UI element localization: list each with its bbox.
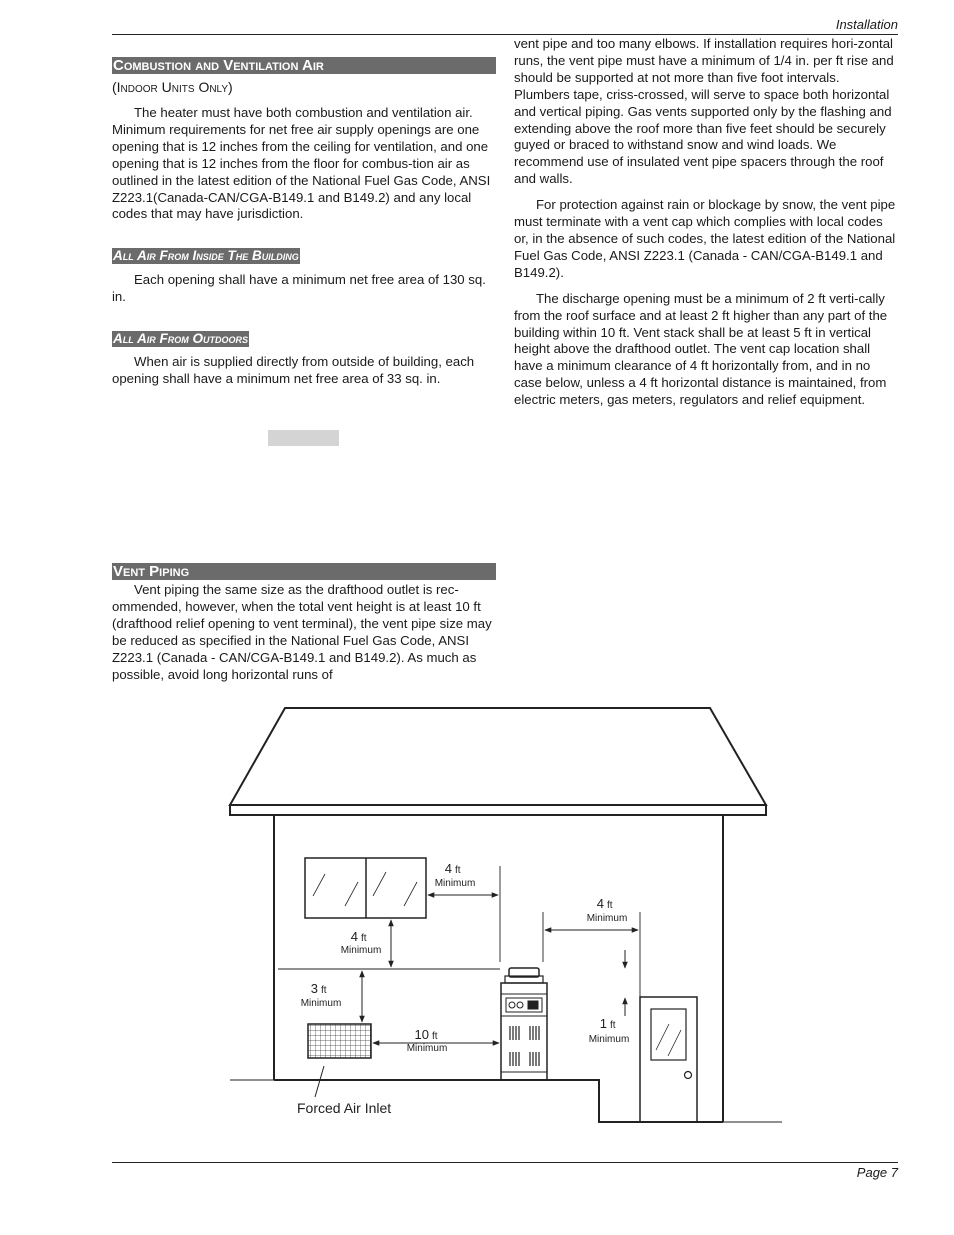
combustion-heading: Combustion and Ventilation Air <box>112 57 496 74</box>
forced-air-inlet <box>308 1024 371 1097</box>
outdoor-air-paragraph: When air is supplied directly from outside of building, each opening shall have a minimum net free area of 33 sq. in. <box>112 354 475 386</box>
dim-door-above <box>589 1016 630 1045</box>
vent-piping-paragraph: Vent piping the same size as the drafthood outlet is rec-ommended, however, when the total vent height is at least 10 ft (drafthood relief opening to vent terminal), the vent pipe size may be reduced as specified in the National Fuel Gas Code, ANSI Z223.1 (Canada - CAN/CGA-B149.1 and B149.2). As much as possible, avoid long horizontal runs of <box>112 582 492 682</box>
svg-text:Minimum: Minimum <box>406 1043 448 1054</box>
house-roof <box>230 708 766 815</box>
svg-text:ft: ft <box>361 933 367 944</box>
dim-inlet-side <box>407 1027 448 1054</box>
page-number: Page 7 <box>856 1165 898 1180</box>
svg-text:Minimum: Minimum <box>300 998 342 1009</box>
dim-window-below <box>341 929 382 956</box>
svg-text:3: 3 <box>310 981 318 996</box>
svg-text:ft: ft <box>321 985 327 996</box>
vent-piping-heading: Vent Piping <box>112 563 496 580</box>
svg-text:ft: ft <box>610 1020 616 1031</box>
heater-unit <box>501 968 547 1080</box>
svg-text:Minimum: Minimum <box>588 1034 630 1045</box>
svg-text:4: 4 <box>596 896 604 911</box>
forced-air-inlet-label: Forced Air Inlet <box>297 1100 392 1116</box>
door <box>640 997 697 1122</box>
svg-text:ft: ft <box>607 900 613 911</box>
svg-text:ft: ft <box>432 1031 438 1042</box>
svg-text:4: 4 <box>444 861 452 876</box>
svg-text:ft: ft <box>455 865 461 876</box>
svg-text:1: 1 <box>599 1016 607 1031</box>
svg-text:10: 10 <box>414 1027 429 1042</box>
vent-runs-paragraph: vent pipe and too many elbows. If installation requires hori-zontal runs, the vent pipe must have a minimum of 1/4 in. per ft rise and should be supported at not more than five foot intervals. Plumbers tape, criss-crossed, will serve to space both horizontal and vertical piping. Gas vents supported only by the flashing and extending above the roof more than five feet should be securely guyed or braced to withstand snow and wind loads. We recommend use of insulated vent pipe spacers through the roof and walls. <box>514 36 894 187</box>
dim-inlet-above <box>301 981 342 1009</box>
indoor-units-only-label: (Indoor Units Only) <box>112 79 233 95</box>
outdoor-air-heading: All Air From Outdoors <box>113 331 248 346</box>
header-section-title: Installation <box>835 17 898 32</box>
svg-text:Minimum: Minimum <box>340 945 382 956</box>
house-wall <box>274 815 723 1122</box>
svg-text:Minimum: Minimum <box>586 913 628 924</box>
combustion-paragraph: The heater must have both combustion and ventilation air. Minimum requirements for net free air supply openings are one opening that is 12 inches from the ceiling for ventilation, and one opening that is 12 inches from the floor for combus-tion air as outlined in the latest edition of the National Fuel Gas Code, ANSI Z223.1(Canada-CAN/CGA-B149.1 and B149.2) and any local codes that may have jurisdiction. <box>112 105 491 222</box>
discharge-opening-paragraph: The discharge opening must be a minimum of 2 ft verti-cally from the roof surface and at least 2 ft higher than any part of the building within 10 ft. Vent stack shall be at least 5 ft in vertical height above the drafthood outlet. The vent cap location shall have a minimum clearance of 4 ft horizontally from, and in no case below, unless a 4 ft horizontal distance is maintained, from electric meters, gas meters, regulators and relief equipment. <box>514 290 888 408</box>
svg-text:4: 4 <box>350 929 358 944</box>
inside-air-paragraph: Each opening shall have a minimum net free area of 130 sq. in. <box>112 272 486 304</box>
vent-cap-paragraph: For protection against rain or blockage by snow, the vent pipe must terminate with a vent cap which complies with local codes or, in the absence of such codes, the latest edition of the National Fuel Gas Code, ANSI Z223.1 (Canada - CAN/CGA-B149.1 and B149.2). <box>514 197 896 280</box>
inside-air-heading: All Air From Inside The Building <box>113 248 299 263</box>
dim-door-side <box>587 896 628 924</box>
window <box>305 858 426 918</box>
dim-window-top <box>435 861 476 889</box>
svg-text:Minimum: Minimum <box>434 878 476 889</box>
